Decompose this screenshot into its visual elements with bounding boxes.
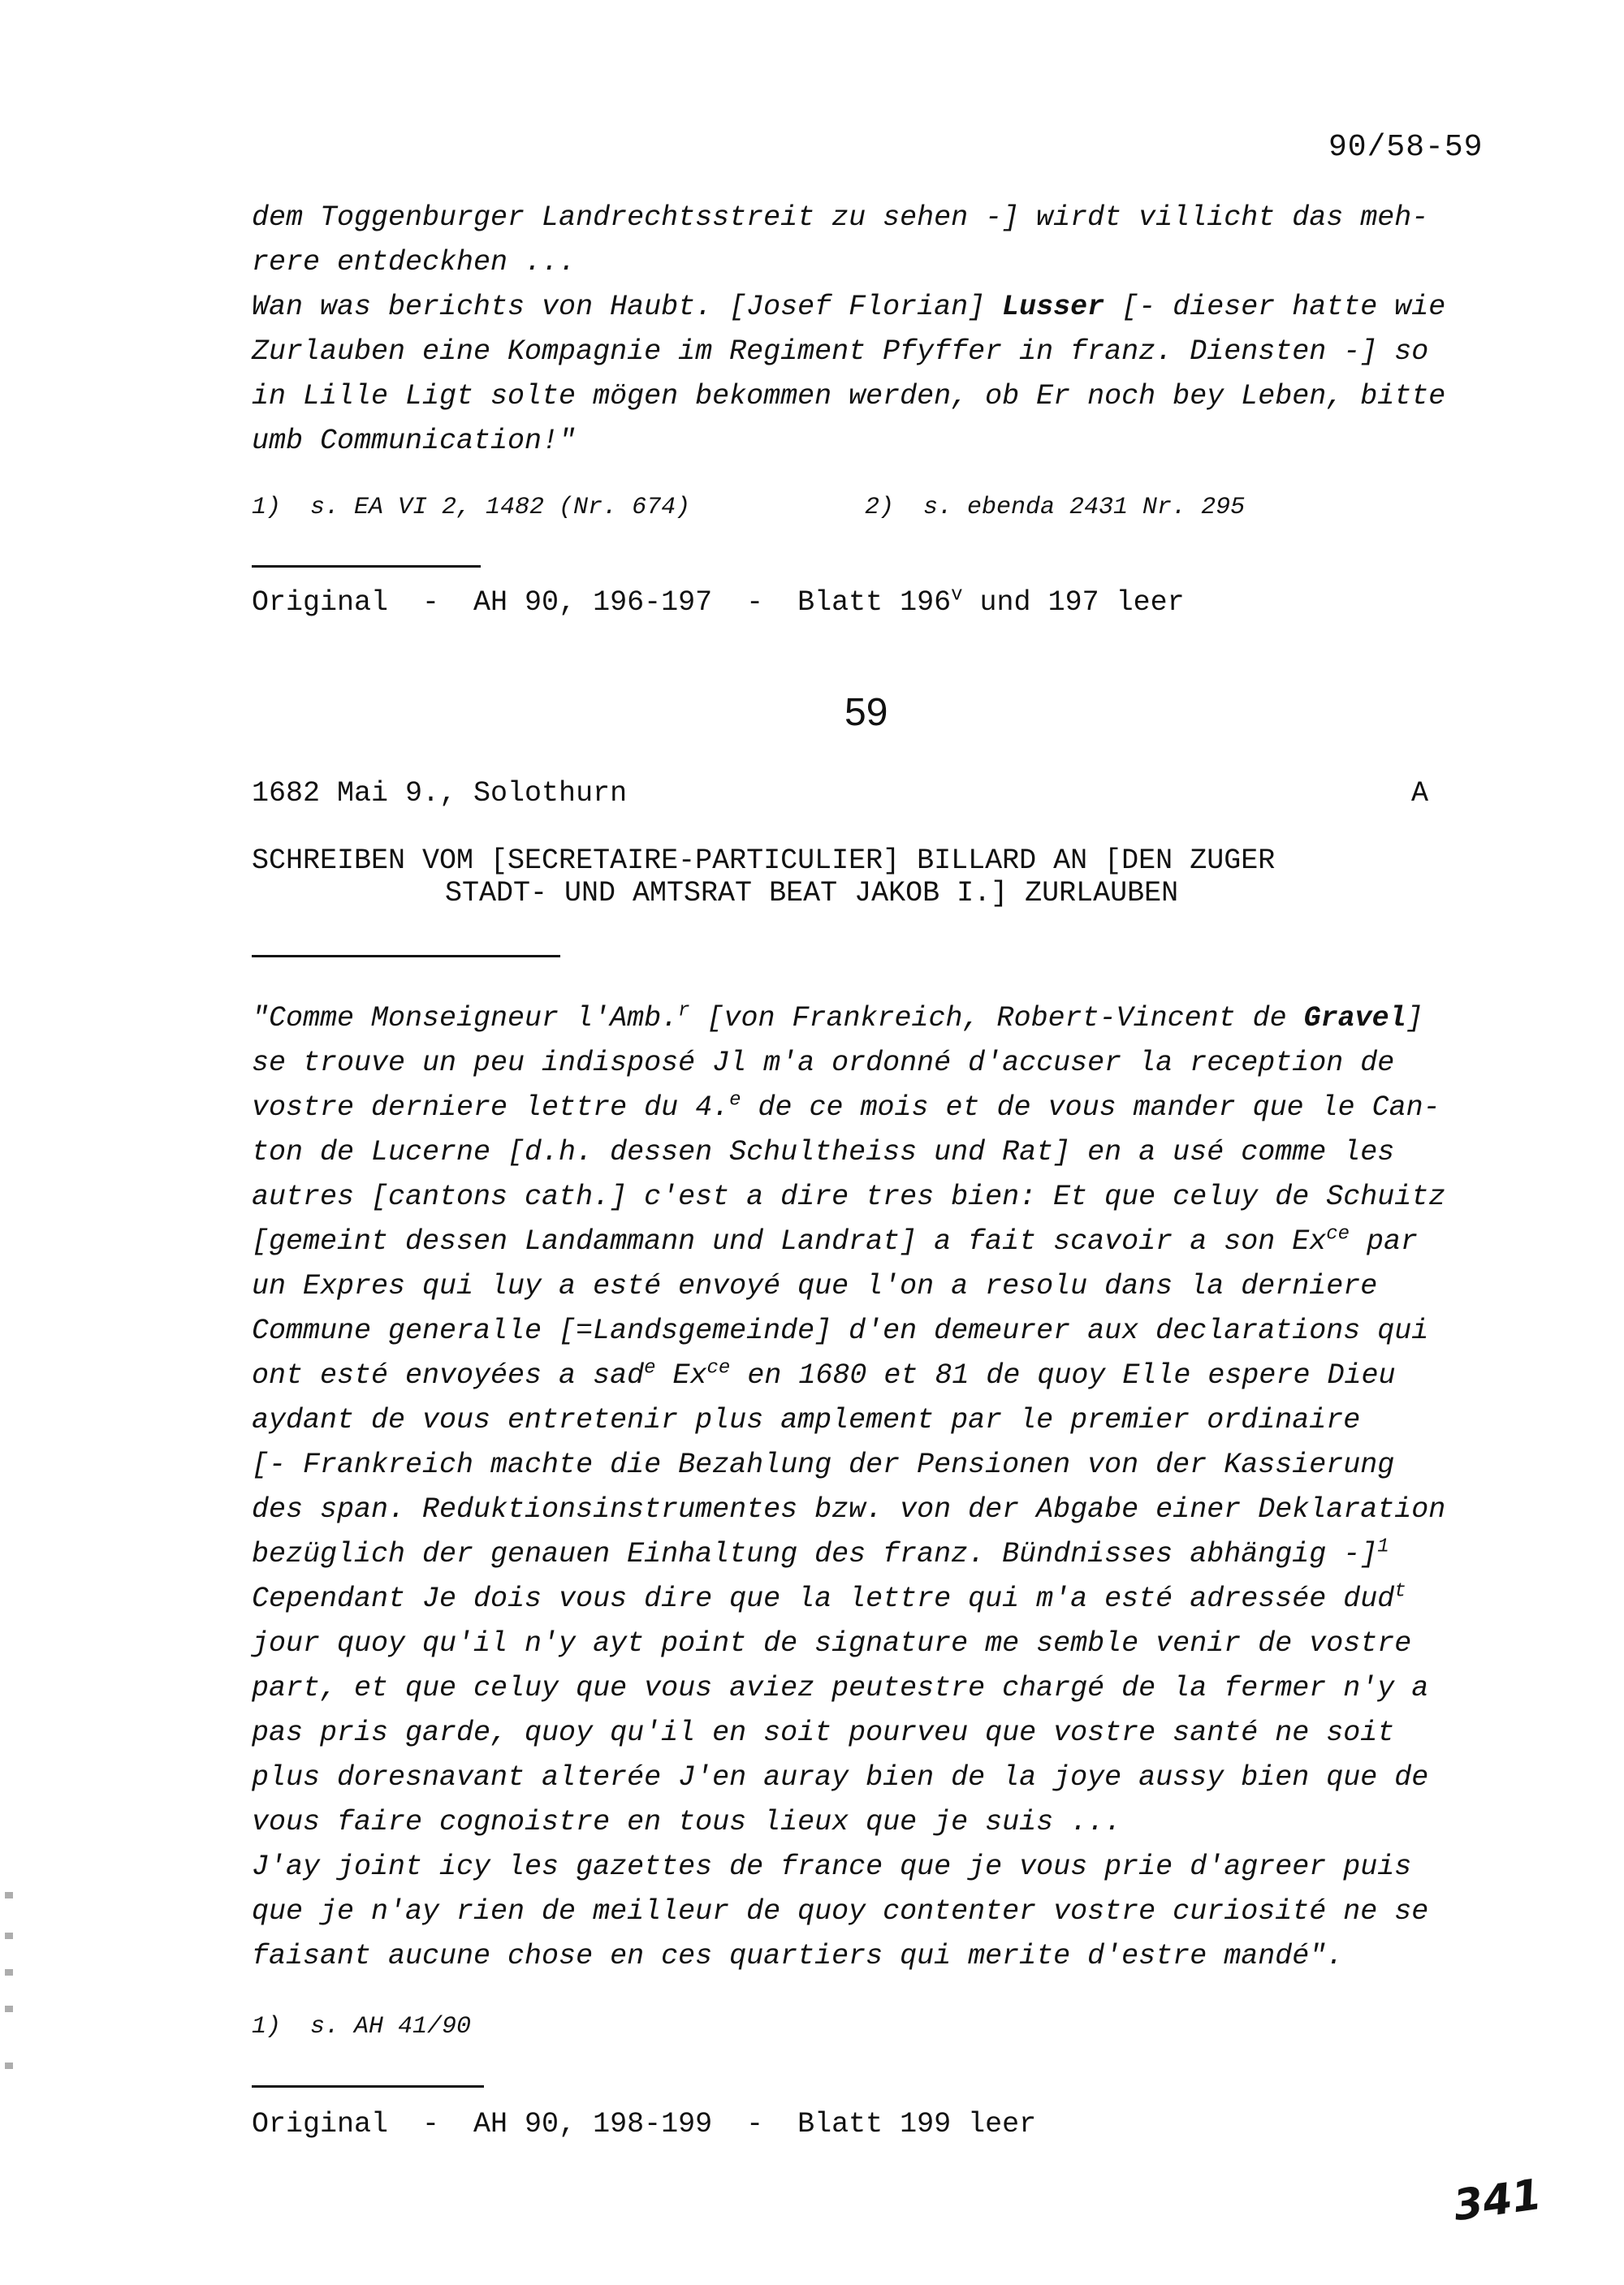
text-line: autres [cantons cath.] c'est a dire tres bien: Et que celuy de Schuitz [252,1181,1446,1213]
superscript: v [951,584,963,607]
superscript: r [678,1000,690,1022]
text-line: pas pris garde, quoy qu'il en soit pourveu que vostre santé ne soit [252,1717,1395,1749]
divider [252,2085,484,2088]
superscript: ce [1326,1223,1350,1246]
archive-page-stamp: 341 [1450,2170,1545,2231]
text-line: Commune generalle [=Landsgemeinde] d'en demeurer aux declarations qui [252,1315,1429,1347]
text-span: [- dieser hatte wie [1104,291,1446,323]
text-span: Cependant Je dois vous dire que la lettre qui m'a esté adressée dud [252,1583,1395,1615]
scan-mark [5,1933,13,1939]
text-line: des span. Reduktionsinstrumentes bzw. von der Abgabe einer Deklaration [252,1493,1446,1526]
text-line [252,996,1423,1041]
scan-mark [5,1892,13,1898]
text-line [252,1576,1406,1622]
text-span: bezüglich der genauen Einhaltung des franz. Bündnisses abhängig -] [252,1538,1378,1570]
text-line: ton de Lucerne [d.h. dessen Schultheiss und Rat] en a usé comme les [252,1136,1395,1168]
text-span: ont esté envoyées a sad [252,1359,645,1392]
superscript: e [644,1357,656,1380]
text-line [252,1219,1418,1264]
document-heading: SCHREIBEN VOM [SECRETAIRE-PARTICULIER] BILLARD AN [DEN ZUGER [252,844,1276,877]
original-reference: Original - AH 90, 198-199 - Blatt 199 leer [252,2108,1037,2140]
text-line: faisant aucune chose en ces quartiers qui merite d'estre mandé". [252,1940,1344,1972]
text-span: Original - AH 90, 196-197 - Blatt 196 [252,586,952,619]
document-type: A [1411,777,1429,810]
divider [252,565,481,568]
scan-mark [5,1969,13,1976]
text-span: par [1350,1225,1419,1258]
name-bold: Lusser [1002,291,1105,323]
page-number: 90/58-59 [1328,130,1484,165]
text-span: und 197 leer [962,586,1185,619]
text-line: un Expres qui luy a esté envoyé que l'on a resolu dans la derniere [252,1270,1378,1302]
divider [252,955,560,957]
text-line: aydant de vous entretenir plus amplement par le premier ordinaire [252,1404,1361,1436]
superscript: t [1394,1580,1406,1603]
text-span: ] [1406,1002,1423,1035]
text-line: dem Toggenburger Landrechtsstreit zu sehen -] wirdt villicht das meh- [252,201,1429,234]
text-line: Zurlauben eine Kompagnie im Regiment Pfyffer in franz. Diensten -] so [252,335,1429,368]
text-line: J'ay joint icy les gazettes de france que je vous prie d'agreer puis [252,1851,1412,1883]
text-line: se trouve un peu indisposé Jl m'a ordonné d'accuser la reception de [252,1047,1395,1079]
footnote-marker: 1 [1377,1536,1389,1558]
text-line: jour quoy qu'il n'y ayt point de signature me semble venir de vostre [252,1627,1412,1660]
scan-mark [5,2006,13,2012]
footnote: 1) s. AH 41/90 [252,2013,472,2041]
scan-mark [5,2063,13,2069]
date-place: 1682 Mai 9., Solothurn [252,777,628,810]
text-line: umb Communication!" [252,425,577,457]
text-line [252,1085,1440,1130]
name-bold: Gravel [1303,1002,1406,1035]
document-heading: STADT- UND AMTSRAT BEAT JAKOB I.] ZURLAUBEN [445,877,1179,909]
original-reference [252,580,1185,625]
text-line: rere entdeckhen ... [252,246,577,279]
text-span: de ce mois et de vous mander que le Can- [741,1091,1440,1124]
text-line [252,1353,1395,1398]
text-span: [gemeint dessen Landammann und Landrat] a fait scavoir a son Ex [252,1225,1327,1258]
text-line [252,284,1445,330]
text-span: Ex [655,1359,707,1392]
superscript: e [729,1089,741,1112]
text-span: en 1680 et 81 de quoy Elle espere Dieu [730,1359,1396,1392]
text-span: vostre derniere lettre du 4. [252,1091,730,1124]
text-span: "Comme Monseigneur l'Amb. [252,1002,679,1035]
text-line: plus doresnavant alterée J'en auray bien de la joye aussy bien que de [252,1761,1429,1794]
superscript: ce [706,1357,731,1380]
document-number: 59 [844,691,888,734]
text-span: Wan was berichts von Haubt. [Josef Florian] [252,291,1003,323]
text-line [252,1531,1389,1577]
footnote: 2) s. ebenda 2431 Nr. 295 [865,494,1246,521]
text-line: in Lille Ligt solte mögen bekommen werden, ob Er noch bey Leben, bitte [252,380,1446,413]
text-line: que je n'ay rien de meilleur de quoy contenter vostre curiosité ne se [252,1895,1429,1928]
footnote: 1) s. EA VI 2, 1482 (Nr. 674) [252,494,691,521]
text-span: [von Frankreich, Robert-Vincent de [689,1002,1304,1035]
text-line: vous faire cognoistre en tous lieux que je suis ... [252,1806,1122,1838]
text-line: part, et que celuy que vous aviez peutestre chargé de la fermer n'y a [252,1672,1429,1704]
text-line: [- Frankreich machte die Bezahlung der Pensionen von der Kassierung [252,1449,1395,1481]
